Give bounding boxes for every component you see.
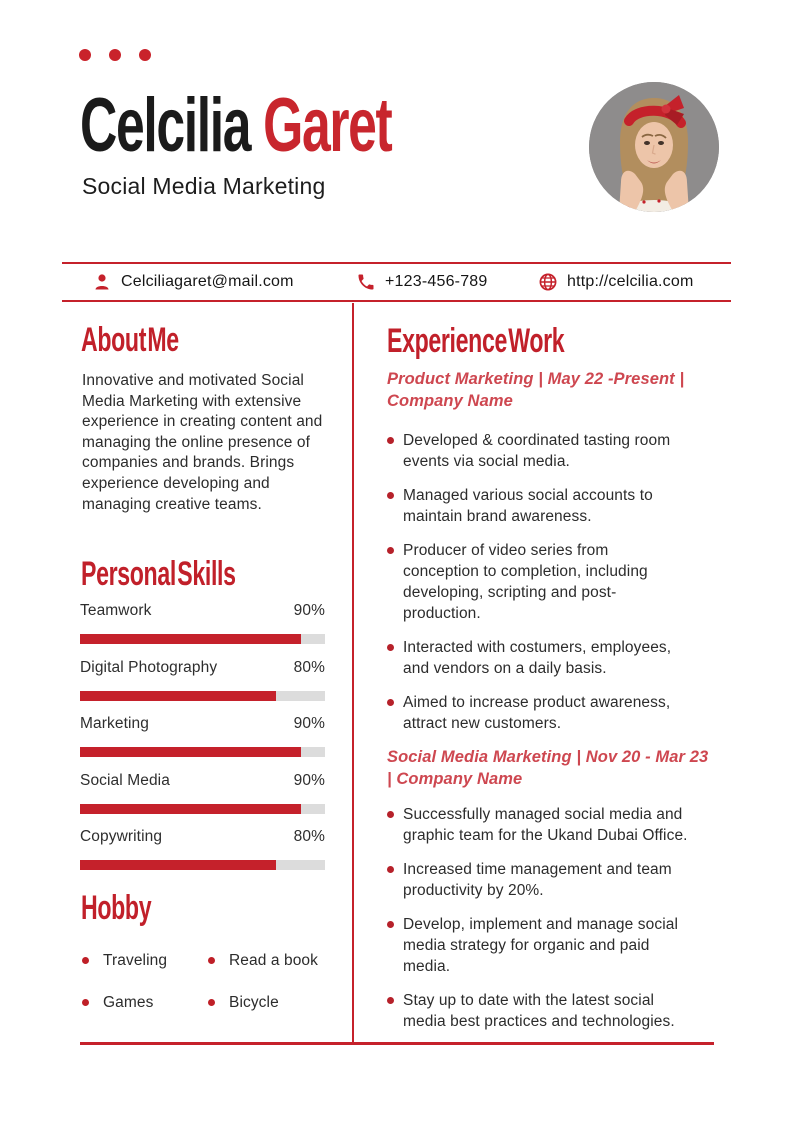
decor-dot — [139, 49, 151, 61]
skill-bar-fill — [80, 804, 301, 814]
bullet-text: Successfully managed social media and graphic team for the Ukand Dubai Office. — [403, 806, 688, 844]
job-title: Social Media Marketing | Nov 20 - Mar 23 | Company Name — [387, 748, 709, 788]
hobby-item — [82, 992, 208, 1013]
phone-icon — [356, 272, 376, 292]
column-divider-line — [352, 303, 354, 1043]
bullet-text: Stay up to date with the latest social media best practices and technologies. — [403, 992, 675, 1030]
experience-bullet — [387, 914, 688, 977]
skill-percent: 90% — [293, 715, 325, 732]
profile-photo — [589, 82, 719, 212]
experience-heading: Experience Work — [387, 322, 565, 360]
contact-email[interactable] — [92, 264, 294, 300]
hobby-item — [208, 950, 342, 971]
skill-bar-track — [80, 860, 325, 870]
skill-label: Teamwork — [80, 602, 152, 619]
skill-bar-track — [80, 691, 325, 701]
globe-icon — [538, 272, 558, 292]
skill-label: Marketing — [80, 715, 149, 732]
skill-bar-track — [80, 634, 325, 644]
experience-bullet — [387, 485, 688, 527]
hobby-item — [82, 950, 208, 971]
skill-bar-track — [80, 747, 325, 757]
bullet-text: Producer of video series from conception to completion, including developing, scripting and post-production. — [403, 542, 648, 622]
skill-bar-fill — [80, 747, 301, 757]
job-subtitle: Social Media Marketing — [82, 173, 326, 199]
skill-label: Copywriting — [80, 828, 163, 845]
phone-value: +123-456-789 — [385, 273, 488, 290]
bullet-dot-icon — [208, 999, 215, 1006]
hobby-list — [82, 950, 342, 1013]
skill-bar-fill — [80, 860, 276, 870]
experience-bullet — [387, 430, 688, 472]
bullet-dot-icon — [387, 811, 394, 818]
skill-label: Social Media — [80, 771, 170, 789]
website-value: http://celcilia.com — [567, 273, 694, 290]
skill-percent: 80% — [293, 828, 325, 845]
contact-phone[interactable] — [356, 264, 488, 300]
email-value: Celciliagaret@mail.com — [121, 273, 294, 290]
contact-bar — [62, 262, 731, 302]
hobby-item — [208, 992, 342, 1013]
skill-row — [80, 713, 325, 757]
decorative-dots — [79, 49, 151, 61]
experience-section — [387, 369, 727, 1045]
about-heading: About Me — [81, 321, 179, 359]
skill-percent: 90% — [293, 602, 325, 619]
job-title: Product Marketing | May 22 -Present | Company Name — [387, 370, 685, 410]
bullet-text: Interacted with costumers, employees, and vendors on a daily basis. — [403, 639, 672, 677]
bullet-text: Developed & coordinated tasting room events via social media. — [403, 432, 671, 470]
skill-bar-track — [80, 804, 325, 814]
skill-bar-fill — [80, 691, 276, 701]
decor-dot — [79, 49, 91, 61]
bullet-dot-icon — [387, 437, 394, 444]
hobby-label: Games — [103, 993, 154, 1011]
hobby-heading: Hobby — [81, 889, 152, 927]
bullet-dot-icon — [387, 644, 394, 651]
experience-bullet — [387, 990, 688, 1032]
bullet-dot-icon — [387, 492, 394, 499]
contact-website[interactable] — [538, 264, 694, 300]
bullet-text: Aimed to increase product awareness, attract new customers. — [403, 694, 671, 732]
skill-label: Digital Photography — [80, 658, 218, 676]
about-text: Innovative and motivated Social Media Marketing with extensive experience in creating content and managing the online presence of companies and brands. Brings experience developing and managing creative teams. — [82, 372, 323, 513]
last-name: Garet — [263, 83, 392, 168]
experience-bullet — [387, 692, 688, 734]
hobby-label: Traveling — [103, 951, 168, 969]
bullet-text: Increased time management and team productivity by 20%. — [403, 861, 672, 899]
experience-bullet — [387, 859, 688, 901]
bullet-dot-icon — [82, 999, 89, 1006]
skill-row — [80, 826, 325, 870]
bullet-dot-icon — [387, 699, 394, 706]
bullet-dot-icon — [387, 866, 394, 873]
person-icon — [92, 272, 112, 292]
bullet-text: Managed various social accounts to maintain brand awareness. — [403, 487, 653, 525]
page-title — [80, 83, 392, 168]
hobby-label: Read a book — [229, 951, 318, 969]
bullet-dot-icon — [387, 921, 394, 928]
experience-bullet — [387, 637, 688, 679]
bullet-dot-icon — [387, 547, 394, 554]
bullet-text: Develop, implement and manage social media strategy for organic and paid media. — [403, 916, 679, 975]
skill-bar-fill — [80, 634, 301, 644]
experience-bullet — [387, 540, 688, 624]
first-name: Celcilia — [80, 83, 251, 168]
skill-row — [80, 657, 325, 701]
job-bullet-list — [387, 804, 727, 1032]
hobby-label: Bicycle — [229, 993, 279, 1011]
bullet-dot-icon — [82, 957, 89, 964]
skill-percent: 90% — [293, 771, 325, 789]
skills-heading: Personal Skills — [81, 555, 236, 593]
bullet-dot-icon — [387, 997, 394, 1004]
skill-row — [80, 770, 325, 814]
experience-bullet — [387, 804, 688, 846]
bullet-dot-icon — [208, 957, 215, 964]
skills-list — [80, 600, 325, 883]
decor-dot — [109, 49, 121, 61]
skill-row — [80, 600, 325, 644]
job-bullet-list — [387, 430, 727, 734]
skill-percent: 80% — [293, 658, 325, 676]
avatar-illustration — [589, 82, 719, 212]
